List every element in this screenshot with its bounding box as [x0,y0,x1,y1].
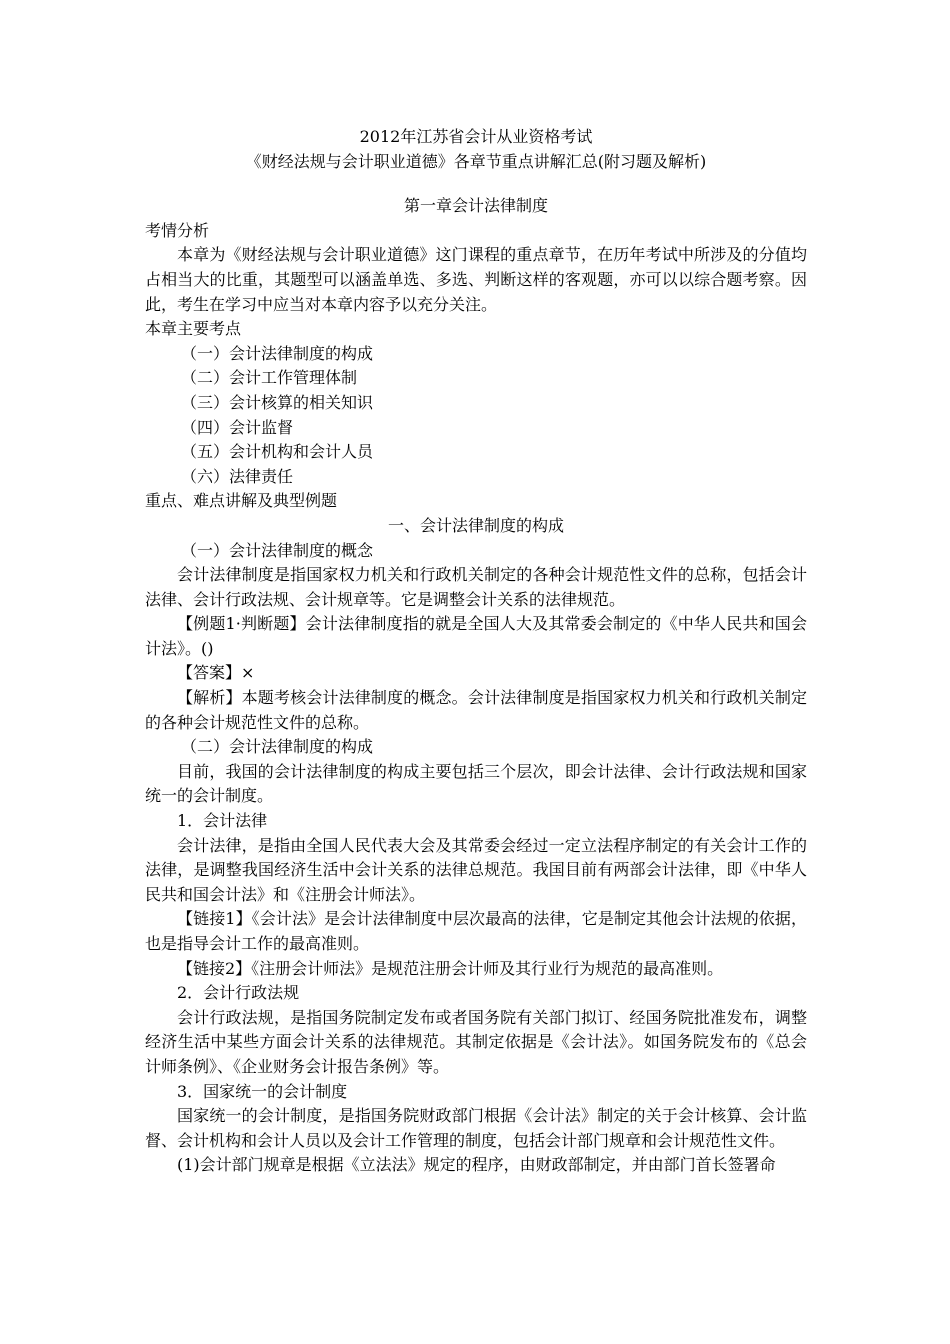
main-point-item: （四）会计监督 [181,417,294,437]
main-point-item: （三）会计核算的相关知识 [181,392,374,412]
chapter-title: 第一章会计法律制度 [403,196,548,216]
section-title: 一、会计法律制度的构成 [387,515,564,535]
analysis-heading: 考情分析 [145,220,210,240]
paragraph: 会计法律，是指由全国人民代表大会及其常委会经过一定立法程序制定的有关会计工作的法律，是调整我国经济生活中会计关系的法律总规范。我国目前有两部会计法律，即《中华人民共和国会计法》和《注册会计师法》。 [145,835,807,904]
main-point-item: （一）会计法律制度的构成 [181,343,374,363]
item-heading: 3．国家统一的会计制度 [177,1081,348,1101]
paragraph: (1)会计部门规章是根据《立法法》规定的程序，由财政部制定，并由部门首长签署命 [177,1155,776,1175]
analysis-paragraph: 本章为《财经法规与会计职业道德》这门课程的重点章节，在历年考试中所涉及的分值均占相当大的比重，其题型可以涵盖单选、多选、判断这样的客观题，亦可以以综合题考察。因此，考生在学习中应当对本章内容予以充分关注。 [145,245,807,314]
header-line-2: 《财经法规与会计职业道德》各章节重点讲解汇总(附习题及解析) [245,151,707,171]
main-point-item: （五）会计机构和会计人员 [181,442,374,462]
main-points-heading: 本章主要考点 [145,319,242,339]
document-page [145,125,807,1178]
subsection-heading: （一）会计法律制度的概念 [181,540,374,560]
item-heading: 1．会计法律 [177,811,268,831]
subsection-heading: （二）会计法律制度的构成 [181,737,374,757]
example-analysis: 【解析】本题考核会计法律制度的概念。会计法律制度是指国家权力机关和行政机关制定的各种会计规范性文件的总称。 [145,688,807,732]
spacer [145,174,807,194]
paragraph: 目前，我国的会计法律制度的构成主要包括三个层次，即会计法律、会计行政法规和国家统一的会计制度。 [145,761,807,806]
paragraph: 会计行政法规，是指国务院制定发布或者国务院有关部门拟订、经国务院批准发布，调整经济生活中某些方面会计关系的法律规范。其制定依据是《会计法》。如国务院发布的《总会计师条例》、《企业财务会计报告条例》等。 [145,1007,807,1076]
link-note: 【链接2】《注册会计师法》是规范注册会计师及其行业行为规范的最高准则。 [177,958,724,978]
example-question: 【例题1·判断题】会计法律制度指的就是全国人大及其常委会制定的《中华人民共和国会计法》。() [145,614,807,658]
main-point-item: （二）会计工作管理体制 [181,368,358,388]
example-answer: 【答案】× [177,663,255,683]
link-note: 【链接1】《会计法》是会计法律制度中层次最高的法律，它是制定其他会计法规的依据，也是指导会计工作的最高准则。 [145,909,807,953]
paragraph: 国家统一的会计制度，是指国务院财政部门根据《会计法》制定的关于会计核算、会计监督、会计机构和会计人员以及会计工作管理的制度，包括会计部门规章和会计规范性文件。 [145,1106,807,1150]
paragraph: 会计法律制度是指国家权力机关和行政机关制定的各种会计规范性文件的总称，包括会计法律、会计行政法规、会计规章等。它是调整会计关系的法律规范。 [145,565,807,609]
header-line-1: 2012年江苏省会计从业资格考试 [359,127,593,146]
main-point-item: （六）法律责任 [181,466,294,486]
key-points-heading: 重点、难点讲解及典型例题 [145,491,338,511]
item-heading: 2．会计行政法规 [177,983,300,1003]
